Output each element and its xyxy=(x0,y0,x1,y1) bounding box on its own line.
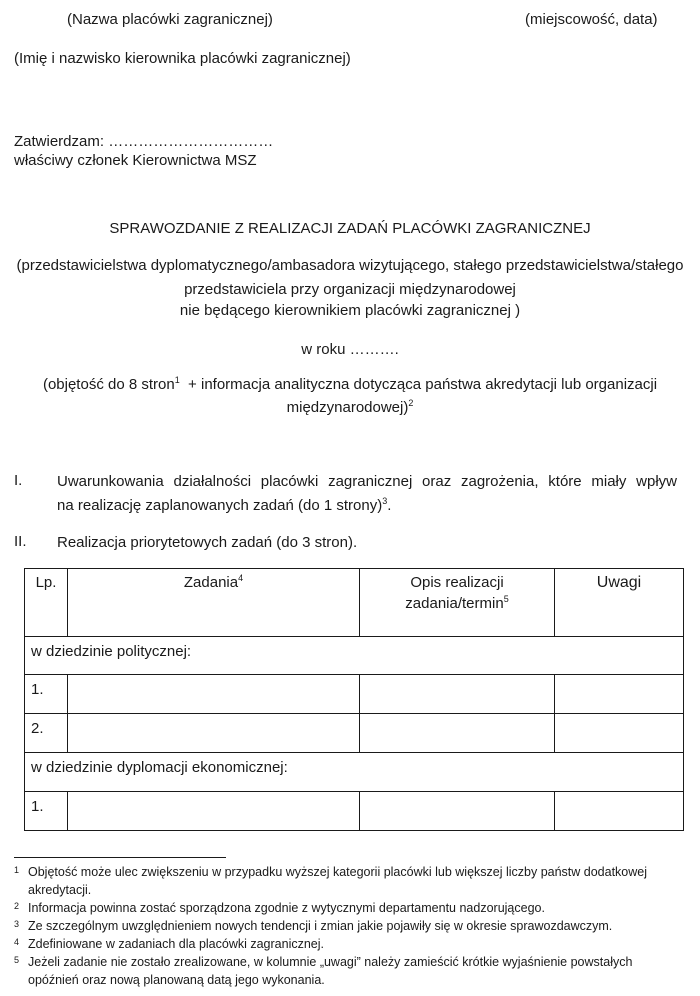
footnote-text: Zdefiniowane w zadaniach dla placówki zagranicznej. xyxy=(28,937,325,951)
col-header-description-line1: Opis realizacji xyxy=(410,574,504,591)
footnote-text: Informacja powinna zostać sporządzona zgodnie z wytycznymi departamentu nadzorującego. xyxy=(28,901,545,915)
institution-name-label: (Nazwa placówki zagranicznej) xyxy=(67,11,273,28)
scope-text-part2: + informacja analityczna dotycząca państwa akredytacji lub organizacji xyxy=(179,376,658,393)
section-1-line2-text: na realizację zaplanowanych zadań (do 1 strony) xyxy=(57,497,383,514)
report-scope-line1 xyxy=(0,375,700,395)
table-row xyxy=(25,792,684,831)
footnote-5 xyxy=(14,953,684,989)
report-scope-line2 xyxy=(0,398,700,418)
tasks-table xyxy=(24,568,684,831)
section-1-line1: Uwarunkowania działalności placówki zagranicznej oraz zagrożenia, które miały wpływ xyxy=(57,473,677,490)
section-2-number: II. xyxy=(14,533,27,550)
notes-cell[interactable] xyxy=(555,675,684,714)
footnote-3 xyxy=(14,917,684,935)
task-cell[interactable] xyxy=(68,675,360,714)
group-economic-label: w dziedzinie dyplomacji ekonomicznej: xyxy=(25,753,684,792)
report-subtitle-line1: (przedstawicielstwa dyplomatycznego/ambasadora wizytującego, stałego przedstawicielstwa/stałego xyxy=(16,257,684,274)
footnote-text: Ze szczególnym uwzględnieniem nowych tendencji i zmian jakie pojawiły się w okresie sprawozdawczym. xyxy=(28,919,613,933)
report-title: SPRAWOZDANIE Z REALIZACJI ZADAŃ PLACÓWKI ZAGRANICZNEJ xyxy=(109,220,591,237)
footnote-mark: 1 xyxy=(14,865,20,875)
row-number: 2. xyxy=(25,714,68,753)
table-group-row xyxy=(25,637,684,675)
footnote-divider xyxy=(14,857,226,858)
footnote-ref-4: 4 xyxy=(238,573,244,583)
notes-cell[interactable] xyxy=(555,792,684,831)
row-number: 1. xyxy=(25,792,68,831)
task-cell[interactable] xyxy=(68,714,360,753)
description-cell[interactable] xyxy=(360,792,555,831)
col-header-description-line2: zadania/termin xyxy=(405,595,504,612)
footnote-text: Jeżeli zadanie nie zostało zrealizowane, w kolumnie „uwagi” należy zamieścić krótkie wyjaśnienie powstałych xyxy=(28,955,633,969)
footnote-text-continued: opóźnień oraz nową planowaną datą jego wykonania. xyxy=(28,973,325,987)
footnote-mark: 3 xyxy=(14,919,20,929)
report-subtitle-line2: przedstawiciela przy organizacji międzynarodowej xyxy=(184,281,516,298)
section-1-period: . xyxy=(387,497,392,514)
footnote-mark: 2 xyxy=(14,901,20,911)
section-2-text: Realizacja priorytetowych zadań (do 3 stron). xyxy=(57,534,358,551)
col-header-tasks xyxy=(68,569,360,637)
col-header-description xyxy=(360,569,555,637)
table-row xyxy=(25,675,684,714)
notes-cell[interactable] xyxy=(555,714,684,753)
footnote-2 xyxy=(14,899,684,917)
approval-role: właściwy członek Kierownictwa MSZ xyxy=(14,152,257,169)
scope-text-part1: (objętość do 8 stron xyxy=(42,376,175,393)
report-year-line: w roku ………. xyxy=(301,341,399,358)
place-date-label: (miejscowość, data) xyxy=(525,11,658,28)
report-subtitle-line3: nie będącego kierownikiem placówki zagranicznej ) xyxy=(179,302,521,319)
col-header-notes: Uwagi xyxy=(555,569,684,637)
footnote-text: Objętość może ulec zwiększeniu w przypadku wyższej kategorii placówki lub większej liczby państw dodatkowej xyxy=(28,865,648,879)
section-1-text xyxy=(57,470,677,518)
footnote-mark: 5 xyxy=(14,955,20,965)
footnote-1 xyxy=(14,863,684,899)
description-cell[interactable] xyxy=(360,714,555,753)
description-cell[interactable] xyxy=(360,675,555,714)
col-header-tasks-text: Zadania xyxy=(183,574,239,591)
table-group-row xyxy=(25,753,684,792)
footnote-ref-2: 2 xyxy=(408,398,414,408)
footnote-ref-1: 1 xyxy=(174,375,180,385)
group-political-label: w dziedzinie politycznej: xyxy=(25,637,684,675)
scope-text-part3: międzynarodowej) xyxy=(286,399,409,416)
col-header-lp: Lp. xyxy=(25,569,68,637)
approval-line: Zatwierdzam: …………………………… xyxy=(14,133,274,150)
table-row xyxy=(25,714,684,753)
footnote-mark: 4 xyxy=(14,937,20,947)
table-header-row xyxy=(25,569,684,637)
head-name-label: (Imię i nazwisko kierownika placówki zagranicznej) xyxy=(14,50,351,67)
row-number: 1. xyxy=(25,675,68,714)
footnote-text-continued: akredytacji. xyxy=(28,883,92,897)
task-cell[interactable] xyxy=(68,792,360,831)
section-1-line2 xyxy=(57,497,391,514)
footnote-ref-3: 3 xyxy=(382,496,388,506)
section-1-number: I. xyxy=(14,472,23,489)
footnote-ref-5: 5 xyxy=(503,594,509,604)
footnote-4 xyxy=(14,935,684,953)
